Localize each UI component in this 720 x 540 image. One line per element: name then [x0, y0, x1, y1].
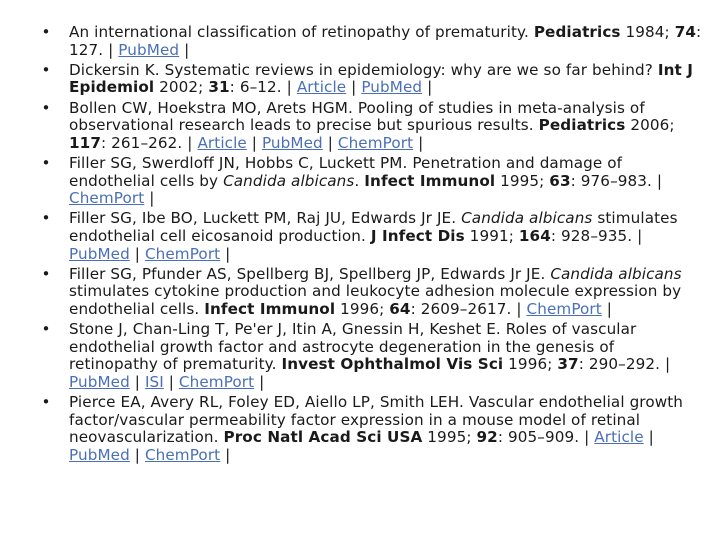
reference-text: Bollen CW, Hoekstra MO, Arets HGM. Pooling of studies in meta-analysis of observational research leads to precise but spurious results.	[69, 98, 645, 135]
reference-text: : 261–262. |	[101, 133, 198, 152]
bullet-icon: •	[41, 60, 51, 79]
reference-link[interactable]: PubMed	[261, 133, 323, 152]
reference-bold-text: Proc Natl Acad Sci USA	[223, 428, 423, 447]
reference-text: : 127. |	[69, 23, 702, 59]
reference-italic-text: Candida albicans	[461, 209, 593, 228]
bullet-icon: •	[41, 209, 51, 228]
reference-text: |	[220, 244, 231, 263]
reference-link[interactable]: PubMed	[69, 244, 130, 263]
reference-text: : 905–909. |	[497, 428, 595, 447]
reference-bold-text: Int J Epidemiol	[69, 60, 693, 97]
reference-item	[40, 100, 704, 153]
reference-text: 2002;	[154, 78, 209, 97]
reference-list	[40, 24, 704, 467]
bullet-icon: •	[41, 264, 51, 283]
reference-text: |	[129, 372, 145, 391]
reference-text: 2006;	[625, 116, 675, 135]
reference-text: |	[413, 133, 424, 152]
reference-text: 1991;	[464, 226, 519, 245]
reference-text: stimulates endothelial cell eicosanoid production.	[69, 209, 678, 245]
reference-bold-text: 63	[549, 171, 571, 190]
reference-text: .	[354, 171, 365, 190]
reference-text: |	[346, 78, 362, 97]
reference-text: |	[322, 133, 338, 152]
reference-link[interactable]: ChemPort	[526, 299, 602, 318]
reference-text: : 2609–2617. |	[410, 299, 527, 318]
reference-link[interactable]: PubMed	[361, 78, 423, 97]
reference-text: |	[422, 78, 433, 97]
reference-italic-text: Candida albicans	[550, 264, 682, 283]
reference-text: 1984;	[620, 23, 675, 41]
reference-bold-text: 37	[557, 355, 579, 374]
bullet-icon: •	[41, 98, 51, 117]
reference-bold-text: 164	[518, 226, 551, 245]
reference-link[interactable]: ChemPort	[69, 189, 145, 208]
reference-italic-text: Candida albicans	[223, 171, 355, 190]
reference-link[interactable]: Article	[594, 428, 644, 447]
reference-text: Stone J, Chan-Ling T, Pe'er J, Itin A, Gnessin H, Keshet E. Roles of vascular endothelial growth factor and astrocyte degeneration in the genesis of retinopathy of prematurity.	[69, 320, 637, 374]
reference-bold-text: Pediatrics	[538, 116, 626, 135]
reference-item	[40, 266, 704, 319]
reference-text: |	[179, 40, 190, 59]
reference-text: |	[144, 189, 155, 208]
reference-bold-text: Invest Ophthalmol Vis Sci	[281, 355, 504, 374]
reference-bold-text: Infect Immunol	[204, 299, 336, 318]
reference-text: |	[246, 133, 262, 152]
reference-bold-text: Infect Immunol	[364, 171, 496, 190]
reference-bold-text: 74	[674, 23, 697, 41]
reference-text: |	[643, 428, 654, 447]
reference-text: Filler SG, Pfunder AS, Spellberg BJ, Spellberg JP, Edwards Jr JE.	[69, 264, 551, 283]
reference-item	[40, 321, 704, 391]
reference-link[interactable]: PubMed	[69, 445, 130, 464]
reference-text: 1996;	[335, 299, 390, 318]
reference-text: 1996;	[503, 355, 558, 374]
reference-bold-text: 117	[69, 133, 102, 152]
reference-bold-text: 92	[476, 428, 498, 447]
reference-text: stimulates cytokine production and leukocyte adhesion molecule expression by endothelial cells.	[69, 282, 682, 318]
reference-link[interactable]: PubMed	[118, 40, 180, 59]
bullet-icon: •	[41, 320, 51, 339]
reference-bold-text: 64	[389, 299, 411, 318]
reference-item	[40, 62, 704, 97]
reference-link[interactable]: Article	[296, 78, 347, 97]
reference-text: |	[163, 372, 179, 391]
reference-item	[40, 155, 704, 208]
reference-link[interactable]: Article	[197, 133, 247, 152]
bullet-icon: •	[41, 393, 51, 412]
reference-text: Pierce EA, Avery RL, Foley ED, Aiello LP, Smith LEH. Vascular endothelial growth factor/vascular permeability factor expression in a mouse model of retinal neovascularization.	[69, 393, 684, 447]
reference-link[interactable]: PubMed	[69, 372, 130, 391]
reference-link[interactable]: ChemPort	[337, 133, 414, 152]
reference-bold-text: J Infect Dis	[370, 226, 465, 245]
reference-link[interactable]: ChemPort	[178, 372, 255, 391]
reference-text: 1995;	[422, 428, 477, 447]
reference-item	[40, 24, 704, 59]
reference-text: |	[129, 244, 145, 263]
reference-text: : 928–935. |	[550, 226, 643, 245]
reference-text: 1995;	[495, 171, 550, 190]
reference-text: |	[220, 445, 231, 464]
reference-link[interactable]: ChemPort	[144, 244, 221, 263]
bullet-icon: •	[41, 153, 51, 172]
reference-text: : 290–292. |	[578, 355, 671, 374]
reference-link[interactable]: ISI	[144, 372, 164, 391]
reference-text: |	[601, 299, 612, 318]
reference-text: An international classification of retinopathy of prematurity.	[69, 23, 534, 41]
reference-text: : 976–983. |	[570, 171, 663, 190]
reference-text: : 6–12. |	[229, 78, 297, 97]
reference-text: |	[254, 372, 265, 391]
reference-bold-text: Pediatrics	[533, 23, 621, 41]
bullet-icon: •	[41, 23, 51, 41]
reference-text: Filler SG, Ibe BO, Luckett PM, Raj JU, Edwards Jr JE.	[69, 209, 462, 228]
reference-bold-text: 31	[208, 78, 230, 97]
reference-link[interactable]: ChemPort	[144, 445, 221, 464]
reference-text: |	[129, 445, 145, 464]
reference-item	[40, 394, 704, 464]
reference-item	[40, 210, 704, 263]
reference-text: Filler SG, Swerdloff JN, Hobbs C, Luckett PM. Penetration and damage of endothelial cells by	[69, 153, 623, 190]
reference-text: Dickersin K. Systematic reviews in epidemiology: why are we so far behind?	[69, 60, 658, 79]
